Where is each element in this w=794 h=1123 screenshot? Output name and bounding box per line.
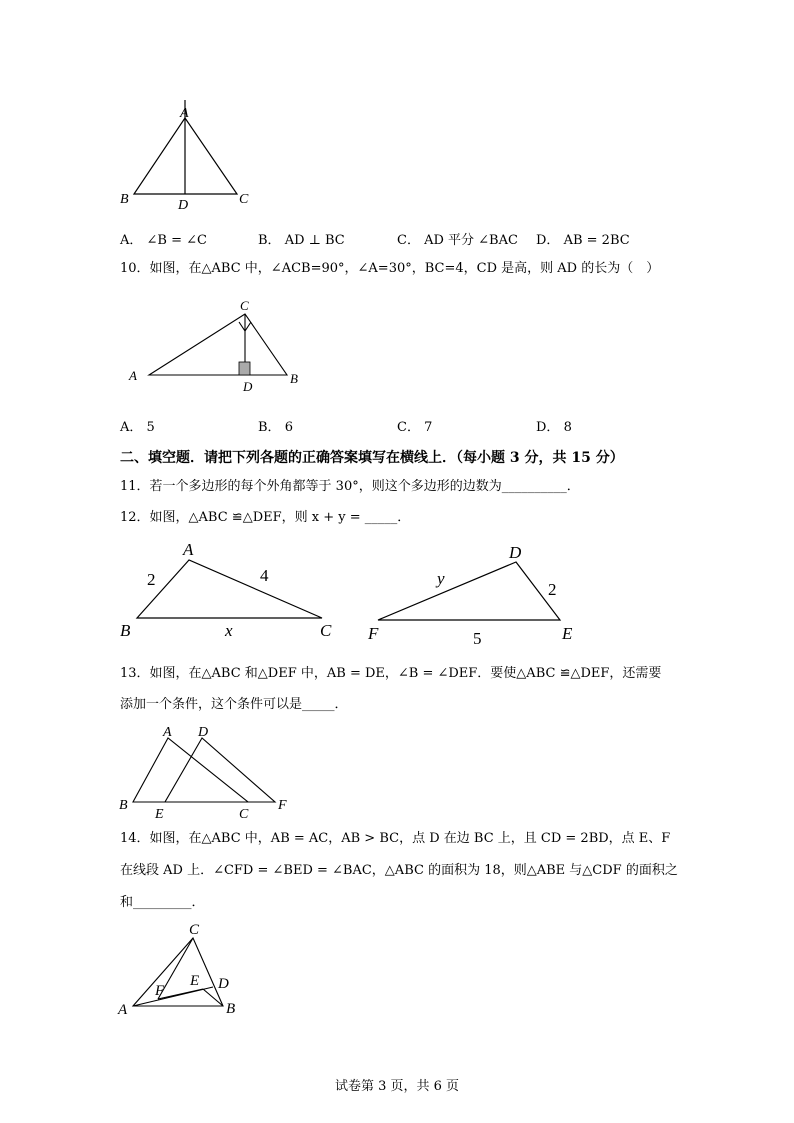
q13-label-b: B: [119, 798, 128, 813]
q12-figure: [110, 538, 600, 648]
q10-option-c: C． 7: [397, 420, 433, 435]
q13-label-a: A: [163, 725, 172, 740]
q12-side-ab: 2: [147, 570, 156, 589]
q12-label-c: C: [320, 621, 332, 640]
q14-line1: 14．如图，在△ABC 中，AB = AC，AB > BC，点 D 在边 BC 上，且 CD = 2BD，点 E、F: [120, 831, 671, 846]
q12-text: 12．如图，△ABC ≌△DEF，则 x + y = _____．: [120, 510, 411, 525]
q12-side-ac: 4: [260, 566, 269, 585]
q9-label-c: C: [239, 192, 249, 207]
q13-label-c: C: [239, 807, 249, 822]
q12-side-de: 2: [548, 580, 557, 599]
q12-label-d: D: [509, 543, 522, 562]
q14-figure: [115, 915, 250, 1025]
q10-label-d: D: [243, 379, 253, 394]
q14-label-f: F: [155, 983, 165, 999]
page-footer: 试卷第 3 页，共 6 页: [334, 1079, 460, 1094]
q9-option-b: B． AD ⊥ BC: [258, 233, 345, 248]
q12-label-e: E: [562, 624, 573, 643]
q10-text: 10．如图，在△ABC 中，∠ACB=90°，∠A=30°，BC=4，CD 是高，则 AD 的长为（ ）: [120, 261, 660, 276]
q12-label-a: A: [183, 540, 194, 559]
q14-label-b: B: [226, 1001, 236, 1017]
q12-side-fe: 5: [473, 629, 482, 648]
q11-text: 11．若一个多边形的每个外角都等于 30°，则这个多边形的边数为__________．: [120, 479, 580, 494]
q13-label-e: E: [155, 807, 164, 822]
q14-label-d: D: [218, 976, 229, 992]
q9-label-a: A: [180, 106, 189, 121]
q12-side-bc: x: [225, 621, 233, 640]
q10-label-b: B: [290, 371, 298, 386]
q10-option-a: A． 5: [120, 420, 155, 435]
q14-label-e: E: [190, 973, 200, 989]
q13-line1: 13．如图，在△ABC 和△DEF 中，AB = DE，∠B = ∠DEF．要使△ABC ≌△DEF，还需要: [120, 666, 662, 681]
q13-label-d: D: [198, 725, 209, 740]
q14-label-a: A: [118, 1002, 128, 1018]
q10-option-b: B． 6: [258, 420, 293, 435]
q10-figure: [125, 295, 315, 395]
q13-line2: 添加一个条件，这个条件可以是_____．: [120, 697, 348, 712]
q9-figure: [110, 100, 260, 215]
q10-label-a: A: [129, 368, 137, 383]
q14-label-c: C: [189, 922, 200, 938]
q12-label-b: B: [120, 621, 131, 640]
q14-line3: 和_________．: [120, 895, 205, 910]
q9-option-a: A． ∠B = ∠C: [120, 233, 207, 248]
q10-label-c: C: [240, 298, 249, 313]
q12-label-f: F: [368, 624, 379, 643]
q9-label-b: B: [120, 192, 129, 207]
q9-option-d: D． AB = 2BC: [536, 233, 630, 248]
q14-line2: 在线段 AD 上．∠CFD = ∠BED = ∠BAC，△ABC 的面积为 18，则△ABE 与△CDF 的面积之: [120, 863, 678, 878]
q9-option-c: C． AD 平分 ∠BAC: [397, 233, 518, 248]
q13-figure: [115, 720, 305, 825]
q10-option-d: D． 8: [536, 420, 572, 435]
q9-label-d: D: [178, 198, 189, 213]
q12-side-df: y: [437, 569, 445, 588]
q13-label-f: F: [278, 798, 287, 813]
section-heading: 二、填空题．请把下列各题的正确答案填写在横线上．（每小题 3 分，共 15 分）: [120, 450, 624, 466]
